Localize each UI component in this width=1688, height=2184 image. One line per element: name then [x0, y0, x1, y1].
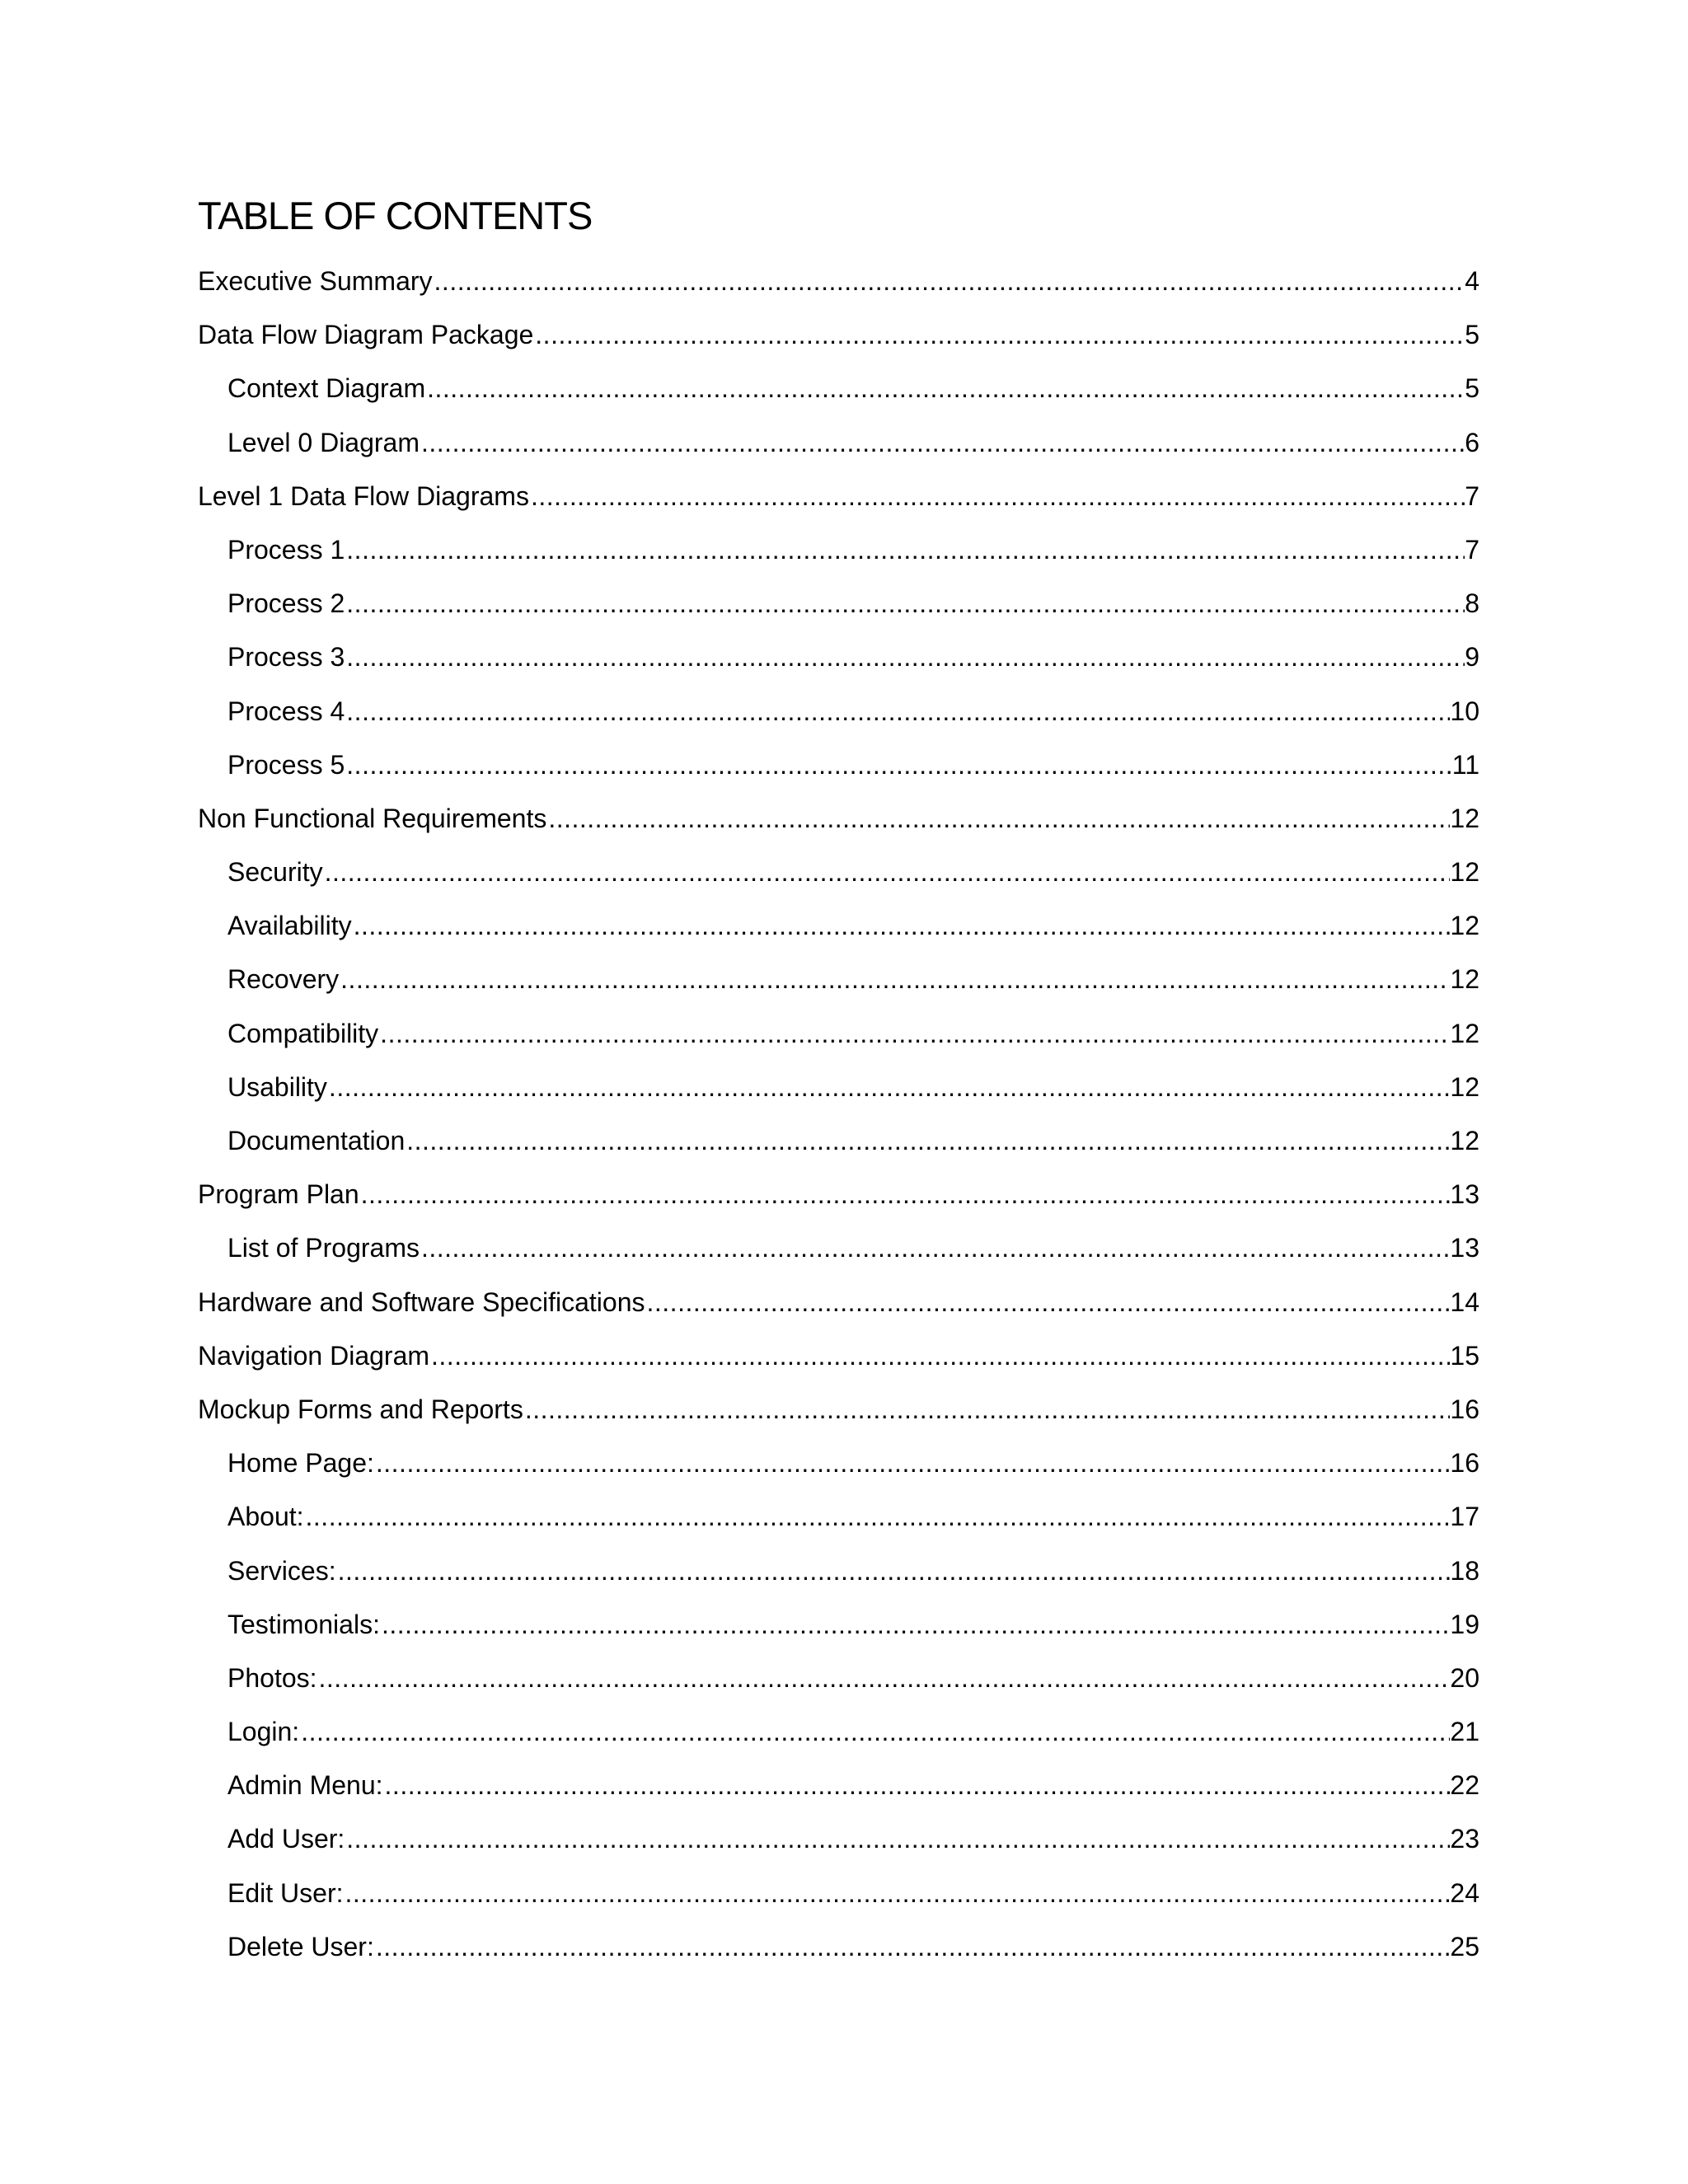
toc-entry[interactable]: [198, 644, 1479, 697]
toc-dot-leader: [523, 1396, 1451, 1422]
toc-entry-page-number: 5: [1465, 373, 1479, 404]
toc-entry-page-number: 15: [1450, 1340, 1479, 1371]
toc-dot-leader: [378, 1020, 1450, 1047]
toc-entry-page-number: 12: [1450, 964, 1479, 995]
toc-dot-leader: [433, 268, 1465, 294]
toc-entry-title: Data Flow Diagram Package: [198, 320, 534, 350]
toc-entry-title: Process 1: [227, 534, 345, 565]
toc-entry[interactable]: [198, 1772, 1479, 1825]
toc-entry[interactable]: [198, 321, 1479, 375]
toc-entry-page-number: 12: [1450, 803, 1479, 833]
toc-entry-title: Non Functional Requirements: [198, 803, 547, 833]
toc-entry-title: Level 1 Data Flow Diagrams: [198, 480, 529, 511]
toc-dot-leader: [339, 966, 1450, 992]
toc-dot-leader: [343, 1880, 1450, 1906]
toc-entry-page-number: 23: [1450, 1824, 1479, 1854]
toc-dot-leader: [645, 1289, 1451, 1315]
toc-dot-leader: [359, 1181, 1451, 1207]
toc-entry-title: Edit User:: [227, 1877, 344, 1908]
toc-entry-title: Home Page:: [227, 1448, 374, 1479]
toc-entry[interactable]: [198, 1877, 1479, 1933]
toc-entry[interactable]: [198, 1286, 1479, 1343]
toc-entry[interactable]: [198, 268, 1479, 321]
toc-entry-page-number: 16: [1450, 1394, 1479, 1424]
toc-entry[interactable]: [198, 966, 1479, 1019]
toc-entry-title: Add User:: [227, 1824, 345, 1854]
toc-dot-leader: [420, 1235, 1450, 1261]
toc-entry-page-number: 17: [1450, 1502, 1479, 1532]
toc-entry-page-number: 14: [1450, 1286, 1479, 1317]
toc-entry[interactable]: [198, 698, 1479, 752]
toc-entry[interactable]: [198, 1340, 1479, 1396]
toc-entry[interactable]: [198, 1555, 1479, 1611]
toc-entry[interactable]: [198, 1825, 1479, 1879]
toc-entry-page-number: 11: [1451, 749, 1479, 780]
toc-entry[interactable]: [198, 1127, 1479, 1181]
toc-dot-leader: [374, 1450, 1451, 1476]
toc-entry-title: Login:: [227, 1717, 300, 1747]
toc-entry-title: Executive Summary: [198, 266, 433, 296]
toc-dot-leader: [345, 752, 1452, 778]
toc-entry[interactable]: [198, 590, 1479, 644]
toc-entry[interactable]: [198, 1450, 1479, 1503]
toc-entry-page-number: 7: [1465, 480, 1479, 511]
toc-entry-title: Process 3: [227, 642, 345, 673]
toc-list: [198, 268, 1479, 1987]
toc-entry-page-number: 20: [1450, 1662, 1479, 1693]
toc-entry-page-number: 24: [1450, 1877, 1479, 1908]
toc-dot-leader: [383, 1772, 1451, 1798]
toc-dot-leader: [533, 321, 1465, 348]
toc-entry-title: Documentation: [227, 1126, 406, 1155]
toc-dot-leader: [345, 1825, 1450, 1852]
toc-entry-title: Process 5: [227, 749, 345, 780]
toc-entry[interactable]: [198, 1396, 1479, 1450]
toc-entry-page-number: 18: [1450, 1555, 1479, 1586]
toc-entry-title: Context Diagram: [227, 373, 426, 404]
toc-entry-title: Compatibility: [227, 1018, 379, 1048]
toc-entry-title: List of Programs: [227, 1233, 420, 1263]
toc-entry-title: Program Plan: [198, 1179, 359, 1210]
toc-dot-leader: [546, 805, 1450, 832]
toc-entry[interactable]: [198, 534, 1479, 590]
toc-entry[interactable]: [198, 912, 1479, 966]
toc-entry-title: Services:: [227, 1555, 336, 1586]
toc-dot-leader: [374, 1933, 1451, 1960]
toc-dot-leader: [405, 1127, 1450, 1154]
toc-dot-leader: [425, 375, 1465, 401]
toc-entry-page-number: 13: [1450, 1233, 1479, 1263]
toc-entry-page-number: 21: [1450, 1717, 1479, 1747]
toc-dot-leader: [345, 537, 1465, 563]
toc-entry-title: Photos:: [227, 1662, 317, 1693]
toc-entry-page-number: 6: [1465, 427, 1479, 457]
toc-entry[interactable]: [198, 1662, 1479, 1718]
toc-dot-leader: [420, 429, 1465, 456]
toc-entry[interactable]: [198, 1503, 1479, 1557]
toc-entry-title: Mockup Forms and Reports: [198, 1394, 523, 1424]
toc-dot-leader: [345, 698, 1450, 724]
toc-entry-title: Usability: [227, 1071, 327, 1102]
toc-entry[interactable]: [198, 375, 1479, 429]
toc-entry[interactable]: [198, 1020, 1479, 1074]
toc-entry-page-number: 16: [1450, 1448, 1479, 1479]
toc-entry-title: About:: [227, 1502, 304, 1532]
toc-entry-page-number: 19: [1450, 1609, 1479, 1639]
toc-entry-page-number: 4: [1465, 266, 1479, 296]
toc-heading: TABLE OF CONTENTS: [198, 194, 593, 237]
toc-entry-page-number: 12: [1450, 1126, 1479, 1155]
toc-dot-leader: [336, 1558, 1451, 1584]
toc-dot-leader: [299, 1718, 1450, 1745]
toc-dot-leader: [352, 912, 1451, 939]
toc-entry-page-number: 25: [1450, 1931, 1479, 1961]
toc-entry[interactable]: [198, 859, 1479, 912]
toc-entry-title: Recovery: [227, 964, 340, 995]
toc-entry-title: Availability: [227, 911, 352, 941]
toc-entry-page-number: 8: [1465, 588, 1479, 619]
toc-entry-page-number: 12: [1450, 911, 1479, 941]
toc-entry[interactable]: [198, 1718, 1479, 1772]
toc-entry-page-number: 7: [1465, 534, 1479, 565]
toc-entry[interactable]: [198, 749, 1479, 805]
toc-entry-page-number: 9: [1465, 642, 1479, 673]
toc-entry-page-number: 13: [1450, 1179, 1479, 1210]
toc-entry[interactable]: [198, 429, 1479, 483]
toc-entry[interactable]: [198, 480, 1479, 537]
toc-dot-leader: [529, 483, 1465, 509]
toc-entry[interactable]: [198, 1181, 1479, 1235]
toc-dot-leader: [345, 590, 1465, 616]
toc-dot-leader: [429, 1343, 1450, 1369]
toc-entry-page-number: 12: [1450, 857, 1479, 888]
toc-entry[interactable]: [198, 1071, 1479, 1127]
toc-entry-title: Delete User:: [227, 1931, 374, 1961]
toc-dot-leader: [317, 1665, 1451, 1691]
toc-entry[interactable]: [198, 1611, 1479, 1665]
toc-dot-leader: [323, 859, 1451, 885]
toc-entry-title: Security: [227, 857, 323, 888]
toc-entry-page-number: 22: [1450, 1770, 1479, 1801]
toc-entry-page-number: 12: [1450, 1018, 1479, 1048]
toc-entry-page-number: 12: [1450, 1071, 1479, 1102]
toc-dot-leader: [327, 1074, 1450, 1100]
toc-entry[interactable]: [198, 1235, 1479, 1288]
toc-dot-leader: [380, 1611, 1450, 1638]
toc-entry-title: Process 4: [227, 696, 345, 726]
toc-entry-title: Hardware and Software Specifications: [198, 1286, 645, 1317]
toc-entry-page-number: 5: [1465, 320, 1479, 350]
toc-entry-page-number: 10: [1450, 696, 1479, 726]
toc-entry-title: Admin Menu:: [227, 1770, 383, 1801]
toc-entry-title: Navigation Diagram: [198, 1340, 430, 1371]
toc-entry[interactable]: [198, 805, 1479, 859]
toc-entry-title: Level 0 Diagram: [227, 427, 420, 457]
toc-entry-title: Process 2: [227, 588, 345, 619]
toc-entry-title: Testimonials:: [227, 1609, 380, 1639]
toc-entry[interactable]: [198, 1933, 1479, 1987]
toc-dot-leader: [304, 1503, 1451, 1530]
toc-dot-leader: [345, 644, 1465, 670]
